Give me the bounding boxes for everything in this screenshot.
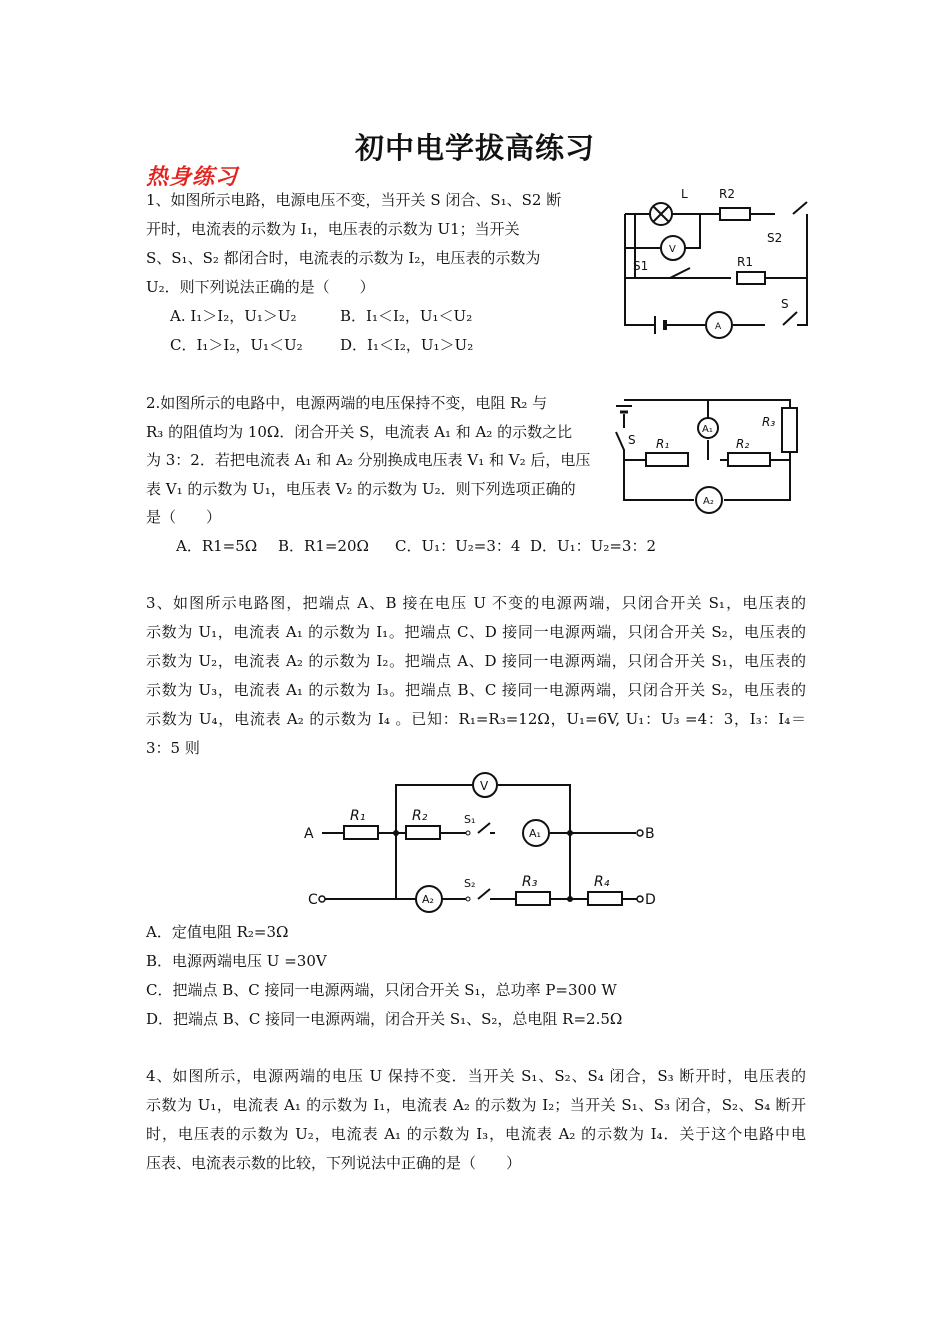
q1-label-v: V bbox=[669, 244, 676, 255]
q1-label-r2: R2 bbox=[719, 187, 735, 201]
q4-line-4: 压表、电流表示数的比较，下列说法中正确的是（ ） bbox=[146, 1154, 522, 1172]
q3-label-r3: R₃ bbox=[522, 874, 538, 890]
q3-label-r2: R₂ bbox=[412, 808, 428, 824]
q1-line-4: U₂．则下列说法正确的是（ ） bbox=[146, 278, 375, 296]
q1-line-1: 1、如图所示电路，电源电压不变，当开关 S 闭合、S₁、S2 断 bbox=[146, 191, 562, 209]
section-heading: 热身练习 bbox=[146, 165, 239, 190]
q4-line-2: 示数为 U₁，电流表 A₁ 的示数为 I₁，电流表 A₂ 的示数为 I₂；当开关 S₁、S₃ 闭合，S₂、S₄ 断开 bbox=[146, 1096, 806, 1114]
q1-label-s: S bbox=[781, 297, 789, 311]
page-title: 初中电学拔高练习 bbox=[354, 131, 595, 165]
q3-label-s1: S₁ bbox=[464, 813, 476, 826]
q2-option-c: C．U₁：U₂=3：4 bbox=[395, 537, 521, 555]
q3-option-b: B．电源两端电压 U =30V bbox=[146, 952, 327, 970]
q2-circuit-diagram bbox=[612, 392, 807, 517]
q2-label-r1: R₁ bbox=[656, 437, 670, 451]
q3-resistor-r1 bbox=[344, 826, 378, 839]
q3-resistor-r3 bbox=[516, 892, 550, 905]
q1-resistor-r2 bbox=[720, 208, 750, 220]
q1-option-d: D．I₁＜I₂，U₁＞U₂ bbox=[340, 336, 474, 354]
q2-resistor-r3 bbox=[782, 408, 797, 452]
q1-label-r1: R1 bbox=[737, 255, 753, 269]
q1-option-a: A. I₁＞I₂，U₁＞U₂ bbox=[170, 307, 297, 325]
q3-resistor-r2 bbox=[406, 826, 440, 839]
q3-line-2: 示数为 U₁，电流表 A₁ 的示数为 I₁。把端点 C、D 接同一电源两端，只闭合开关 S₂，电压表的 bbox=[146, 623, 806, 641]
q3-label-s2: S₂ bbox=[464, 877, 476, 890]
q1-label-l: L bbox=[681, 187, 688, 201]
q2-resistor-r2 bbox=[728, 453, 770, 466]
q3-label-r4: R₄ bbox=[594, 874, 610, 890]
q1-circuit-diagram bbox=[615, 180, 815, 340]
q2-resistor-r1 bbox=[646, 453, 688, 466]
q1-label-a: A bbox=[715, 322, 722, 332]
q1-option-c: C．I₁＞I₂，U₁＜U₂ bbox=[170, 336, 303, 354]
q1-resistor-r1 bbox=[737, 272, 765, 284]
q3-label-a2: A₂ bbox=[422, 893, 434, 906]
q3-circuit-diagram bbox=[300, 765, 670, 915]
q3-terminal-c: C bbox=[308, 892, 318, 908]
q3-resistor-r4 bbox=[588, 892, 622, 905]
q1-line-2: 开时，电流表的示数为 I₁，电压表的示数为 U1；当开关 bbox=[146, 220, 520, 238]
q3-line-6: 3：5 则 bbox=[146, 739, 200, 757]
q2-line-4: 表 V₁ 的示数为 U₁，电压表 V₂ 的示数为 U₂．则下列选项正确的 bbox=[146, 480, 576, 498]
q3-option-d: D．把端点 B、C 接同一电源两端，闭合开关 S₁、S₂，总电阻 R=2.5Ω bbox=[146, 1010, 623, 1028]
q2-line-3: 为 3：2．若把电流表 A₁ 和 A₂ 分别换成电压表 V₁ 和 V₂ 后，电压 bbox=[146, 451, 591, 469]
q2-option-b: B．R1=20Ω bbox=[278, 537, 369, 555]
q2-label-r3: R₃ bbox=[762, 415, 776, 429]
q3-line-1: 3、如图所示电路图，把端点 A、B 接在电压 U 不变的电源两端，只闭合开关 S₁，电压表的 bbox=[146, 594, 806, 612]
q4-line-3: 时，电压表的示数为 U₂，电流表 A₁ 的示数为 I₃，电流表 A₂ 的示数为 I₄．关于这个电路中电 bbox=[146, 1125, 806, 1143]
q2-label-s: S bbox=[628, 433, 636, 447]
q3-label-r1: R₁ bbox=[350, 808, 366, 824]
q1-label-s1: S1 bbox=[633, 259, 649, 273]
q2-label-r2: R₂ bbox=[736, 437, 750, 451]
q3-option-a: A．定值电阻 R₂=3Ω bbox=[146, 923, 289, 941]
q3-line-5: 示数为 U₄，电流表 A₂ 的示数为 I₄ 。已知：R₁=R₃=12Ω，U₁=6V, U₁：U₃ =4：3，I₃：I₄＝ bbox=[146, 710, 806, 728]
q2-option-a: A．R1=5Ω bbox=[176, 537, 258, 555]
q2-line-2: R₃ 的阻值均为 10Ω．闭合开关 S，电流表 A₁ 和 A₂ 的示数之比 bbox=[146, 423, 573, 441]
q2-line-5: 是（ ） bbox=[146, 508, 222, 526]
q2-battery bbox=[616, 406, 632, 412]
q1-lamp bbox=[650, 203, 672, 225]
q3-option-c: C．把端点 B、C 接同一电源两端，只闭合开关 S₁，总功率 P=300 W bbox=[146, 981, 617, 999]
q4-line-1: 4、如图所示，电源两端的电压 U 保持不变．当开关 S₁、S₂、S₄ 闭合，S₃ 断开时，电压表的 bbox=[146, 1067, 806, 1085]
q1-option-b: B．I₁＜I₂，U₁＜U₂ bbox=[340, 307, 473, 325]
q2-option-d: D．U₁：U₂=3：2 bbox=[530, 537, 656, 555]
q1-battery bbox=[655, 316, 665, 334]
q2-line-1: 2.如图所示的电路中，电源两端的电压保持不变，电阻 R₂ 与 bbox=[146, 394, 548, 412]
q2-label-a2: A₂ bbox=[703, 496, 714, 507]
q3-line-4: 示数为 U₃，电流表 A₁ 的示数为 I₃。把端点 B、C 接同一电源两端，只闭合开关 S₂，电压表的 bbox=[146, 681, 806, 699]
q3-line-3: 示数为 U₂，电流表 A₂ 的示数为 I₂。把端点 A、D 接同一电源两端，只闭合开关 S₁，电压表的 bbox=[146, 652, 806, 670]
q3-label-a1: A₁ bbox=[529, 827, 541, 840]
q3-label-v: V bbox=[480, 779, 489, 793]
q3-terminal-b: B bbox=[645, 826, 655, 842]
q2-label-a1: A₁ bbox=[702, 424, 713, 435]
q3-terminal-a: A bbox=[304, 826, 314, 842]
q1-label-s2: S2 bbox=[767, 231, 783, 245]
q3-terminal-d: D bbox=[645, 892, 656, 908]
q1-line-3: S、S₁、S₂ 都闭合时，电流表的示数为 I₂，电压表的示数为 bbox=[146, 249, 541, 267]
